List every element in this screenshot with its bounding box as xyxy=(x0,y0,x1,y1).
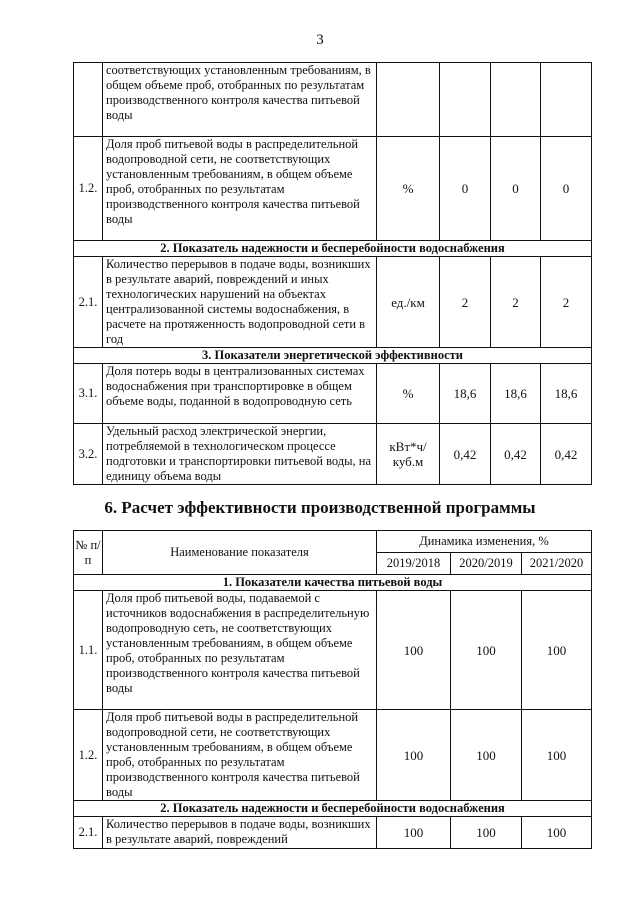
section-row xyxy=(74,348,592,364)
table-row xyxy=(74,591,592,710)
value-cell: 2 xyxy=(440,257,491,348)
unit-cell: кВт*ч/ куб.м xyxy=(377,424,440,485)
value-cell: 0 xyxy=(541,137,592,241)
section-title: 2. Показатель надежности и бесперебойности водоснабжения xyxy=(74,801,592,817)
unit-cell: % xyxy=(377,364,440,424)
value-cell: 18,6 xyxy=(491,364,541,424)
value-cell: 100 xyxy=(451,817,522,849)
value-cell xyxy=(541,63,592,137)
value-cell: 0,42 xyxy=(440,424,491,485)
indicator-name: Доля проб питьевой воды в распределительной водопроводной сети, не соответствующих установленным требованиям, в общем объеме проб, отобранных по результатам производственного контроля качества питьевой воды xyxy=(103,710,377,801)
value-cell: 100 xyxy=(522,710,592,801)
indicator-name: Количество перерывов в подаче воды, возникших в результате аварий, повреждений и иных технологических нарушений на объектах централизованной системы водоснабжения, в расчете на протяженность водопроводной сети в год xyxy=(103,257,377,348)
value-cell: 0 xyxy=(440,137,491,241)
table-row xyxy=(74,364,592,424)
table-row xyxy=(74,710,592,801)
section-row xyxy=(74,241,592,257)
header-dynamics: Динамика изменения, % xyxy=(377,531,592,553)
table-row xyxy=(74,137,592,241)
value-cell xyxy=(491,63,541,137)
value-cell: 0,42 xyxy=(541,424,592,485)
indicator-name: Количество перерывов в подаче воды, возникших в результате аварий, повреждений xyxy=(103,817,377,849)
indicator-name: соответствующих установленным требованиям, в общем объеме проб, отобранных по результатам производственного контроля качества питьевой воды xyxy=(103,63,377,137)
indicator-name: Доля проб питьевой воды, подаваемой с источников водоснабжения в распределительную водопроводную сеть, не соответствующих установленным требованиям, в общем объеме проб, отобранных по результатам производственного контроля качества питьевой воды xyxy=(103,591,377,710)
row-number xyxy=(74,63,103,137)
header-row xyxy=(74,531,592,553)
header-indicator-name: Наименование показателя xyxy=(103,531,377,575)
section-title: 2. Показатель надежности и бесперебойности водоснабжения xyxy=(74,241,592,257)
value-cell: 18,6 xyxy=(541,364,592,424)
header-number: № п/п xyxy=(74,531,103,575)
value-cell: 100 xyxy=(377,591,451,710)
header-year: 2020/2019 xyxy=(451,553,522,575)
section-row xyxy=(74,801,592,817)
row-number: 1.2. xyxy=(74,710,103,801)
page-number: 3 xyxy=(316,32,324,48)
section-title: 1. Показатели качества питьевой воды xyxy=(74,575,592,591)
value-cell: 18,6 xyxy=(440,364,491,424)
unit-cell: % xyxy=(377,137,440,241)
value-cell: 100 xyxy=(451,591,522,710)
value-cell: 100 xyxy=(522,817,592,849)
value-cell: 2 xyxy=(491,257,541,348)
indicator-name: Доля потерь воды в централизованных системах водоснабжения при транспортировке в общем объеме воды, поданной в водопроводную сеть xyxy=(103,364,377,424)
value-cell: 0,42 xyxy=(491,424,541,485)
row-number: 3.2. xyxy=(74,424,103,485)
unit-cell: ед./км xyxy=(377,257,440,348)
row-number: 2.1. xyxy=(74,817,103,849)
value-cell: 100 xyxy=(377,817,451,849)
section-heading: 6. Расчет эффективности производственной программы xyxy=(104,498,536,517)
row-number: 2.1. xyxy=(74,257,103,348)
table-row xyxy=(74,63,592,137)
table-row xyxy=(74,817,592,849)
row-number: 3.1. xyxy=(74,364,103,424)
section-title: 3. Показатели энергетической эффективности xyxy=(74,348,592,364)
header-year: 2019/2018 xyxy=(377,553,451,575)
value-cell: 0 xyxy=(491,137,541,241)
unit-cell xyxy=(377,63,440,137)
value-cell: 100 xyxy=(451,710,522,801)
section-row xyxy=(74,575,592,591)
table-row xyxy=(74,257,592,348)
value-cell xyxy=(440,63,491,137)
value-cell: 2 xyxy=(541,257,592,348)
header-year: 2021/2020 xyxy=(522,553,592,575)
indicators-table xyxy=(73,62,592,485)
row-number: 1.2. xyxy=(74,137,103,241)
indicator-name: Доля проб питьевой воды в распределительной водопроводной сети, не соответствующих установленным требованиям, в общем объеме проб, отобранных по результатам производственного контроля качества питьевой воды xyxy=(103,137,377,241)
value-cell: 100 xyxy=(522,591,592,710)
indicator-name: Удельный расход электрической энергии, потребляемой в технологическом процессе подготовки и транспортировки питьевой воды, на единицу объема воды xyxy=(103,424,377,485)
table-row xyxy=(74,424,592,485)
value-cell: 100 xyxy=(377,710,451,801)
row-number: 1.1. xyxy=(74,591,103,710)
efficiency-table xyxy=(73,530,592,849)
